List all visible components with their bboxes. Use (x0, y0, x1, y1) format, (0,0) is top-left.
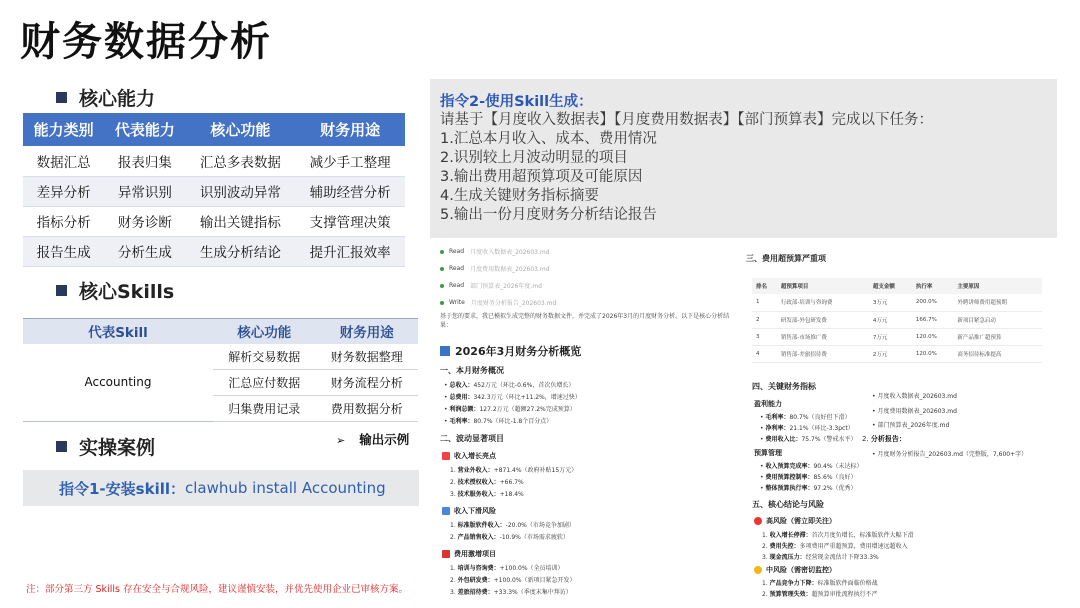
item-value: 97.2%（优秀） (813, 485, 857, 492)
table-cell: 分析生成 (104, 236, 185, 266)
report-list-item: • 收入预算完成率：90.4%（未达标） (760, 463, 863, 470)
table-cell: 新产品推广超预算 (953, 328, 1042, 345)
file-item: • 月度收入数据表_202603.md (872, 393, 957, 400)
overbudget-table (752, 278, 1042, 363)
report-list-item: • 毛利率：80.7%（良好但下滑） (760, 414, 851, 421)
report-section-title: 一、本月财务概况 (440, 366, 504, 375)
prompt-line: 1.汇总本月收入、成本、费用情况 (440, 131, 657, 147)
table-cell: 归集费用记录 (213, 396, 316, 422)
table-cell: 差异分析 (23, 176, 104, 206)
overbudget-header-cell: 超支金额 (869, 278, 912, 294)
report-list-item: • 费用收入比：75.7%（警戒水平） (760, 436, 857, 443)
status-dot-icon (440, 284, 444, 288)
report-list-item: 1. 收入增长停滞：首次月度负增长，标准版软件大幅下滑 (762, 532, 914, 539)
section-core-skills-label: 核心Skills (79, 281, 175, 303)
table-cell: 新项目紧急启动 (953, 311, 1042, 328)
item-key: 收入预算完成率： (765, 463, 814, 470)
item-value: +871.4%（政府补贴15万元） (493, 467, 578, 474)
item-value: +66.7% (499, 479, 524, 486)
item-value: +100.0%（全员培训） (499, 565, 564, 572)
report-overview-title (440, 343, 581, 359)
tool-write-line (440, 298, 556, 307)
table-cell: 输出关键指标 (186, 206, 296, 236)
report-file-heading: 2. 分析报告： (862, 435, 906, 443)
overbudget-header-cell: 排名 (752, 278, 777, 294)
file-name: 月度收入数据表_202603.md (877, 393, 957, 400)
tool-file: 月度费用数据表_202603.md (470, 266, 550, 273)
skills-header-cell: 财务用途 (316, 319, 419, 344)
table-cell: 2万元 (869, 345, 912, 362)
alert-icon (442, 550, 450, 558)
item-key: 技术服务收入： (457, 491, 500, 498)
table-row (752, 294, 1042, 311)
item-value: 90.4%（未达标） (813, 463, 863, 470)
file-item: • 月度财务分析报告_202603.md（完整版，7,600+字） (872, 451, 1028, 458)
status-dot-icon (440, 267, 444, 271)
item-key: 费用收入比： (765, 436, 802, 443)
item-key: 总收入： (449, 382, 474, 389)
overbudget-header-cell: 执行率 (912, 278, 953, 294)
table-cell: 提升汇报效率 (295, 236, 405, 266)
overbudget-header-cell: 超预算项目 (777, 278, 869, 294)
report-file-label: 分析报告： (870, 435, 906, 443)
item-key: 总费用： (449, 394, 474, 401)
table-cell: 2 (752, 311, 777, 328)
item-value: +18.4% (499, 491, 524, 498)
prompt-line: 5.输出一份月度财务分析结论报告 (440, 207, 657, 223)
item-key: 营业外收入： (457, 467, 494, 474)
table-cell: 3 (752, 328, 777, 345)
table-cell: 财务数据整理 (316, 344, 419, 370)
table-cell: 商务招待标准提高 (953, 345, 1042, 362)
table-cell: 财务流程分析 (316, 370, 419, 396)
subsection-text: 中风险（需密切监控） (766, 566, 836, 574)
ability-header-cell: 代表能力 (104, 113, 185, 146)
item-value: 85.6%（良好） (813, 474, 857, 481)
table-cell: 异常识别 (104, 176, 185, 206)
item-value: 超预算审批流程执行不严 (811, 591, 878, 598)
table-cell: 销售部-差旅招待费 (777, 345, 869, 362)
report-subsection-title: 盈利能力 (754, 400, 782, 408)
skills-header-cell: 代表Skill (23, 319, 213, 344)
item-value: 21.1%（环比-3.3pct） (789, 425, 854, 432)
prompt-heading: 指令2-使用Skill生成： (440, 94, 593, 110)
table-cell: 4 (752, 345, 777, 362)
table-row (752, 311, 1042, 328)
table-cell: 数据汇总 (23, 146, 104, 176)
tool-read-line (440, 247, 550, 256)
table-cell: 销售部-市场推广费 (777, 328, 869, 345)
status-dot-icon (440, 250, 444, 254)
section-core-ability (56, 84, 155, 111)
install-command: clawhub install Accounting (185, 479, 386, 497)
subsection-text: 费用激增项目 (454, 550, 496, 558)
ability-table (23, 113, 405, 267)
table-cell: 辅助经营分析 (295, 176, 405, 206)
item-key: 技术授权收入： (457, 479, 500, 486)
arrow-right-icon: ➢ (336, 434, 346, 447)
table-cell: 解析交易数据 (213, 344, 316, 370)
bullet-square-icon (56, 441, 67, 452)
red-circle-icon (754, 517, 762, 525)
item-key: 培训与咨询费： (457, 565, 500, 572)
ability-header-cell: 核心功能 (186, 113, 296, 146)
install-command-box (23, 470, 419, 506)
report-list-item: 1. 标准版软件收入：-20.0%（市场竞争加剧） (450, 522, 575, 529)
table-cell: 报表归集 (104, 146, 185, 176)
item-value: -20.0%（市场竞争加剧） (505, 522, 575, 529)
chart-icon (440, 346, 450, 356)
report-list-item: 1. 产品竞争力下降：标准版软件面临价格战 (762, 580, 878, 587)
item-key: 标准版软件收入： (457, 522, 506, 529)
table-cell: 4万元 (869, 311, 912, 328)
table-cell: 支撑管理决策 (295, 206, 405, 236)
item-value: +100.0%（新项目紧急开发） (493, 577, 576, 584)
table-cell: 识别波动异常 (186, 176, 296, 206)
table-cell: 汇总应付数据 (213, 370, 316, 396)
example-label (336, 430, 409, 448)
item-value: 80.7%（环比-1.8个百分点） (473, 418, 553, 425)
item-key: 预算管理失效： (769, 591, 812, 598)
item-value: 首次月度负增长，标准版软件大幅下滑 (811, 532, 914, 539)
item-value: 多项费用严重超预算，费用增速远超收入 (799, 543, 908, 550)
mid-risk-title (754, 565, 836, 575)
report-list-item: 2. 外包研发费：+100.0%（新项目紧急开发） (450, 577, 576, 584)
skills-table-header (23, 319, 418, 344)
tool-verb: Write (449, 299, 465, 306)
report-list-item: 1. 培训与咨询费：+100.0%（全员培训） (450, 565, 564, 572)
report-list-item: • 净利率：21.1%（环比-3.3pct） (760, 425, 854, 432)
item-key: 费用失控： (769, 543, 800, 550)
table-row (23, 344, 418, 370)
item-key: 费用预算控制率： (765, 474, 814, 481)
item-value: +33.3%（季度末集中拜访） (493, 589, 572, 596)
file-item: • 月度费用数据表_202603.md (872, 408, 957, 415)
table-cell: 120.0% (912, 328, 953, 345)
report-intro: 基于您的要求，我已模拟生成完整的财务数据文件，并完成了2026年3月的月度财务分析。以下是核心分析结果： (440, 313, 730, 329)
report-section-title: 三、费用超预算严重项 (746, 254, 826, 263)
table-cell: 外聘讲师费用超预期 (953, 294, 1042, 311)
file-name: 月度费用数据表_202603.md (877, 408, 957, 415)
report-list-item: 3. 现金流压力：经营现金流估计下降33.3% (762, 554, 879, 561)
item-key: 现金流压力： (769, 554, 806, 561)
section-case (56, 433, 155, 460)
tool-verb: Read (449, 265, 465, 272)
report-subsection-title (442, 549, 496, 559)
file-item: • 部门预算表_2026年度.md (872, 422, 950, 429)
overbudget-header-cell: 主要原因 (953, 278, 1042, 294)
item-key: 毛利率： (449, 418, 474, 425)
item-key: 产品销售收入： (457, 534, 500, 541)
item-value: 75.7%（警戒水平） (801, 436, 857, 443)
report-section-title: 二、波动显著项目 (440, 434, 504, 443)
tool-verb: Read (449, 282, 465, 289)
tool-file: 月度收入数据表_202603.md (470, 249, 550, 256)
skills-table (23, 318, 418, 422)
item-key: 产品竞争力下降： (769, 580, 818, 587)
status-dot-icon (440, 301, 444, 305)
report-list-item: 3. 技术服务收入：+18.4% (450, 491, 524, 498)
report-list-item: 2. 产品销售收入：-10.9%（市场需求疲软） (450, 534, 569, 541)
item-value: 127.2万元（超额27.2%完成预算） (479, 406, 576, 413)
tool-verb: Read (449, 248, 465, 255)
report-section-title: 四、关键财务指标 (752, 382, 816, 391)
tool-file: 部门预算表_2026年度.md (470, 283, 542, 290)
table-row (23, 236, 405, 266)
ability-header-cell: 财务用途 (295, 113, 405, 146)
table-row (23, 206, 405, 236)
trend-down-icon (442, 507, 450, 515)
item-value: 452万元（环比-0.6%，首次负增长） (473, 382, 575, 389)
install-label: 指令1-安装skill： (59, 479, 185, 498)
prompt-box (430, 79, 1057, 238)
tool-read-line (440, 281, 542, 290)
overbudget-header (752, 278, 1042, 294)
report-list-item: • 整体预算执行率：97.2%（优秀） (760, 485, 857, 492)
page-title: 财务数据分析 (20, 19, 272, 65)
report-list-item: 3. 差旅招待费：+33.3%（季度末集中拜访） (450, 589, 572, 596)
table-cell: 200.0% (912, 294, 953, 311)
report-section-title: 五、核心结论与风险 (752, 500, 824, 509)
table-row (23, 176, 405, 206)
ability-table-header (23, 113, 405, 146)
prompt-line: 2.识别较上月波动明显的项目 (440, 150, 628, 166)
table-cell: 财务诊断 (104, 206, 185, 236)
section-core-skills (56, 277, 174, 304)
prompt-line: 4.生成关键财务指标摘要 (440, 188, 599, 204)
trend-up-icon (442, 452, 450, 460)
table-cell: 生成分析结论 (186, 236, 296, 266)
skill-name-cell: Accounting (23, 344, 213, 422)
item-key: 外包研发费： (457, 577, 494, 584)
skills-header-cell: 核心功能 (213, 319, 316, 344)
report-list-item: • 总费用：342.3万元（环比+11.2%，增速过快） (444, 394, 581, 401)
table-cell: 1 (752, 294, 777, 311)
table-cell: 3万元 (869, 294, 912, 311)
table-cell: 减少手工整理 (295, 146, 405, 176)
example-label-text: 输出示例 (359, 432, 410, 447)
item-value: 经营现金流估计下降33.3% (805, 554, 879, 561)
report-list-item: 2. 费用失控：多项费用严重超预算，费用增速远超收入 (762, 543, 908, 550)
tool-read-line (440, 264, 550, 273)
report-list-item: 1. 营业外收入：+871.4%（政府补贴15万元） (450, 467, 578, 474)
table-row (752, 328, 1042, 345)
report-overview-title-text: 2026年3月财务分析概览 (455, 345, 582, 358)
table-cell: 汇总多表数据 (186, 146, 296, 176)
report-list-item: • 毛利率：80.7%（环比-1.8个百分点） (444, 418, 553, 425)
report-list-item: • 总收入：452万元（环比-0.6%，首次负增长） (444, 382, 575, 389)
section-case-label: 实操案例 (79, 437, 156, 459)
file-name: 月度财务分析报告_202603.md（完整版，7,600+字） (877, 451, 1028, 458)
report-subsection-title (442, 506, 496, 516)
report-list-item: • 费用预算控制率：85.6%（良好） (760, 474, 857, 481)
subsection-text: 收入增长亮点 (454, 452, 496, 460)
item-key: 收入增长停滞： (769, 532, 812, 539)
table-cell: 行政部-培训与咨询费 (777, 294, 869, 311)
report-subsection-title: 预算管理 (754, 449, 782, 457)
ability-header-cell: 能力类别 (23, 113, 104, 146)
table-cell: 7万元 (869, 328, 912, 345)
item-key: 利润总额： (449, 406, 480, 413)
table-row (23, 146, 405, 176)
tool-file: 月度财务分析报告_202603.md (470, 300, 557, 307)
item-key: 毛利率： (765, 414, 790, 421)
table-cell: 120.0% (912, 345, 953, 362)
table-cell: 指标分析 (23, 206, 104, 236)
item-key: 差旅招待费： (457, 589, 494, 596)
item-value: -10.9%（市场需求疲软） (499, 534, 569, 541)
table-cell: 166.7% (912, 311, 953, 328)
subsection-text: 收入下滑风险 (454, 507, 496, 515)
item-value: 80.7%（良好但下滑） (789, 414, 851, 421)
table-cell: 研发部-外包研发费 (777, 311, 869, 328)
table-cell: 报告生成 (23, 236, 104, 266)
table-row (752, 345, 1042, 362)
high-risk-title (754, 516, 836, 526)
risk-note: 注：部分第三方 Skills 存在安全与合规风险，建议谨慎安装，并优先使用企业已审核方案。 (26, 584, 408, 595)
item-key: 净利率： (765, 425, 790, 432)
section-core-ability-label: 核心能力 (79, 88, 156, 110)
report-list-item: 2. 预算管理失效：超预算审批流程执行不严 (762, 591, 878, 598)
item-value: 342.3万元（环比+11.2%，增速过快） (473, 394, 581, 401)
bullet-square-icon (56, 92, 67, 103)
prompt-line: 3.输出费用超预算项及可能原因 (440, 169, 643, 185)
report-list-item: • 利润总额：127.2万元（超额27.2%完成预算） (444, 406, 576, 413)
table-cell: 费用数据分析 (316, 396, 419, 422)
bullet-square-icon (56, 285, 67, 296)
prompt-line: 请基于【月度收入数据表】【月度费用数据表】【部门预算表】完成以下任务： (440, 112, 933, 128)
report-screenshot (438, 240, 1060, 600)
report-subsection-title (442, 451, 496, 461)
file-name: 部门预算表_2026年度.md (877, 422, 950, 429)
item-value: 标准版软件面临价格战 (817, 580, 878, 587)
item-key: 整体预算执行率： (765, 485, 814, 492)
report-list-item: 2. 技术授权收入：+66.7% (450, 479, 524, 486)
subsection-text: 高风险（需立即关注） (766, 517, 836, 525)
yellow-circle-icon (754, 566, 762, 574)
